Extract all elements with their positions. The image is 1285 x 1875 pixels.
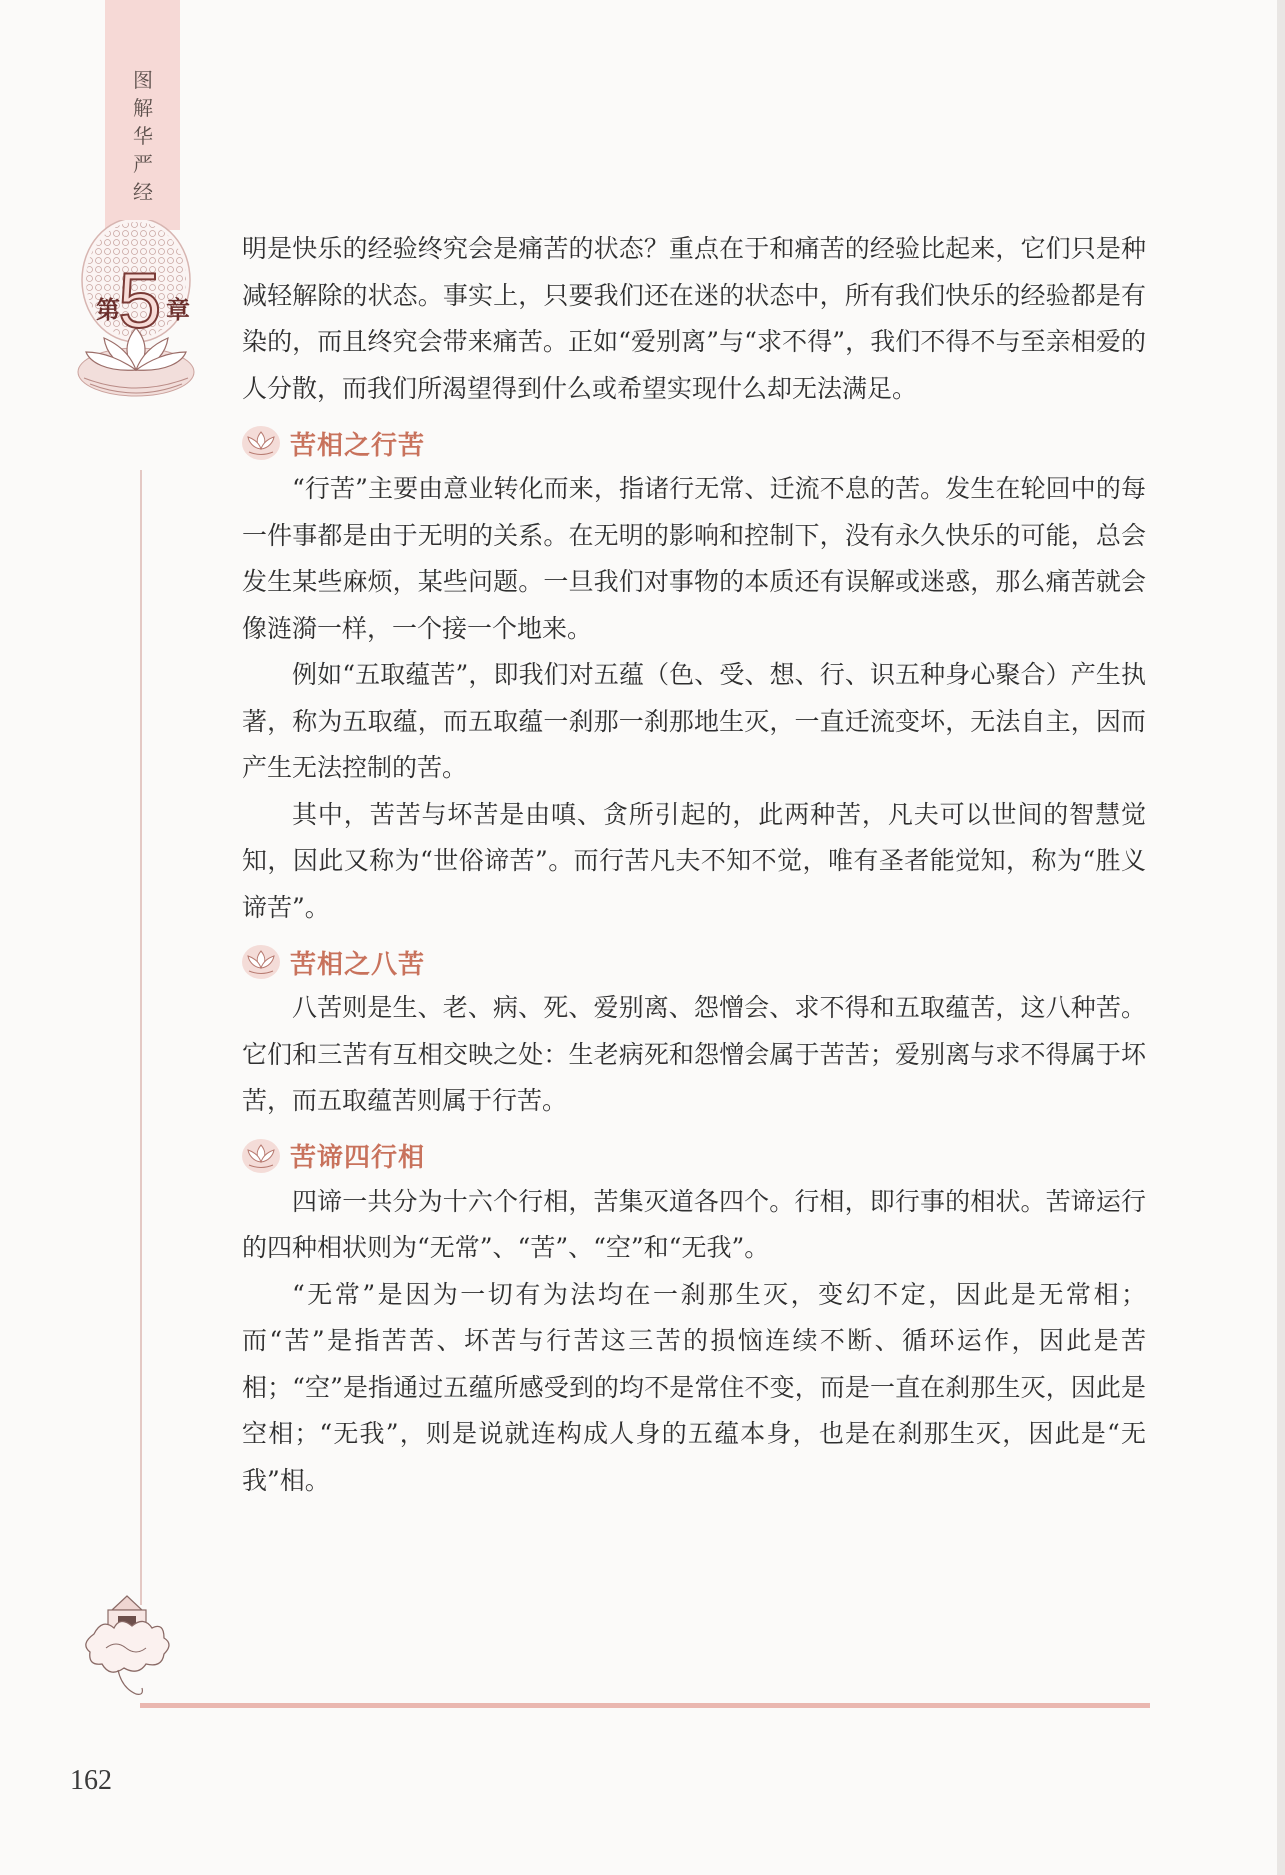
section-paragraph: “行苦”主要由意业转化而来，指诸行无常、迁流不息的苦。发生在轮回中的每一件事都是由于无明的关系。在无明的影响和控制下，没有永久快乐的可能，总会发生某些麻烦，某些问题。一旦我们对事物的本质还有误解或迷惑，那么痛苦就会像涟漪一样，一个接一个地来。 — [242, 474, 1146, 643]
section-heading-text: 苦谛四行相 — [290, 1143, 426, 1173]
side-title-char: 解 — [133, 96, 153, 120]
lotus-heading-icon — [240, 422, 282, 464]
side-vertical-rule — [140, 470, 142, 1605]
section-heading — [242, 420, 1146, 466]
side-title-char: 图 — [133, 68, 153, 92]
chapter-number: 5 — [118, 256, 162, 344]
section-paragraph: “无常”是因为一切有为法均在一刹那生灭，变幻不定，因此是无常相；而“苦”是指苦苦、坏苦与行苦这三苦的损恼连续不断、循环运作，因此是苦相；“空”是指通过五蕴所感受到的均不是常住不变，而是一直在刹那生灭，因此是空相；“无我”，则是说就连构成人身的五蕴本身，也是在刹那生灭，因此是“无我”相。 — [242, 1279, 1146, 1495]
lotus-heading-icon — [240, 1135, 282, 1177]
section-heading — [242, 1133, 1146, 1179]
section-paragraph: 八苦则是生、老、病、死、爱别离、怨憎会、求不得和五取蕴苦，这八种苦。它们和三苦有互相交映之处：生老病死和怨憎会属于苦苦；爱别离与求不得属于坏苦，而五取蕴苦则属于行苦。 — [242, 993, 1146, 1115]
side-title-char: 经 — [133, 180, 153, 204]
book-side-title — [130, 66, 156, 206]
temple-cloud-ornament — [72, 1588, 182, 1708]
body-content — [242, 226, 1146, 1504]
page-number: 162 — [70, 1765, 112, 1796]
side-title-char: 严 — [133, 152, 153, 176]
section-paragraph: 四谛一共分为十六个行相，苦集灭道各四个。行相，即行事的相状。苦谛运行的四种相状则为“无常”、“苦”、“空”和“无我”。 — [242, 1186, 1146, 1262]
chapter-suffix: 章 — [166, 296, 190, 324]
section-heading — [242, 939, 1146, 985]
lotus-heading-icon — [240, 941, 282, 983]
chapter-prefix: 第 — [96, 296, 120, 324]
footer-rule — [140, 1703, 1150, 1708]
section-heading-text: 苦相之八苦 — [290, 949, 426, 980]
section-heading-text: 苦相之行苦 — [290, 430, 426, 461]
page-edge — [1277, 0, 1285, 1875]
section-paragraph: 例如“五取蕴苦”，即我们对五蕴（色、受、想、行、识五种身心聚合）产生执著，称为五取蕴，而五取蕴一刹那一刹那地生灭，一直迁流变坏，无法自主，因而产生无法控制的苦。 — [242, 660, 1146, 782]
side-title-char: 华 — [133, 124, 153, 148]
opening-paragraph: 明是快乐的经验终究会是痛苦的状态？重点在于和痛苦的经验比起来，它们只是种减轻解除的状态。事实上，只要我们还在迷的状态中，所有我们快乐的经验都是有染的，而且终究会带来痛苦。正如“爱别离”与“求不得”，我们不得不与至亲相爱的人分散，而我们所渴望得到什么或希望实现什么却无法满足。 — [242, 234, 1146, 403]
section-paragraph: 其中，苦苦与坏苦是由嗔、贪所引起的，此两种苦，凡夫可以世间的智慧觉知，因此又称为“世俗谛苦”。而行苦凡夫不知不觉，唯有圣者能觉知，称为“胜义谛苦”。 — [242, 799, 1146, 922]
